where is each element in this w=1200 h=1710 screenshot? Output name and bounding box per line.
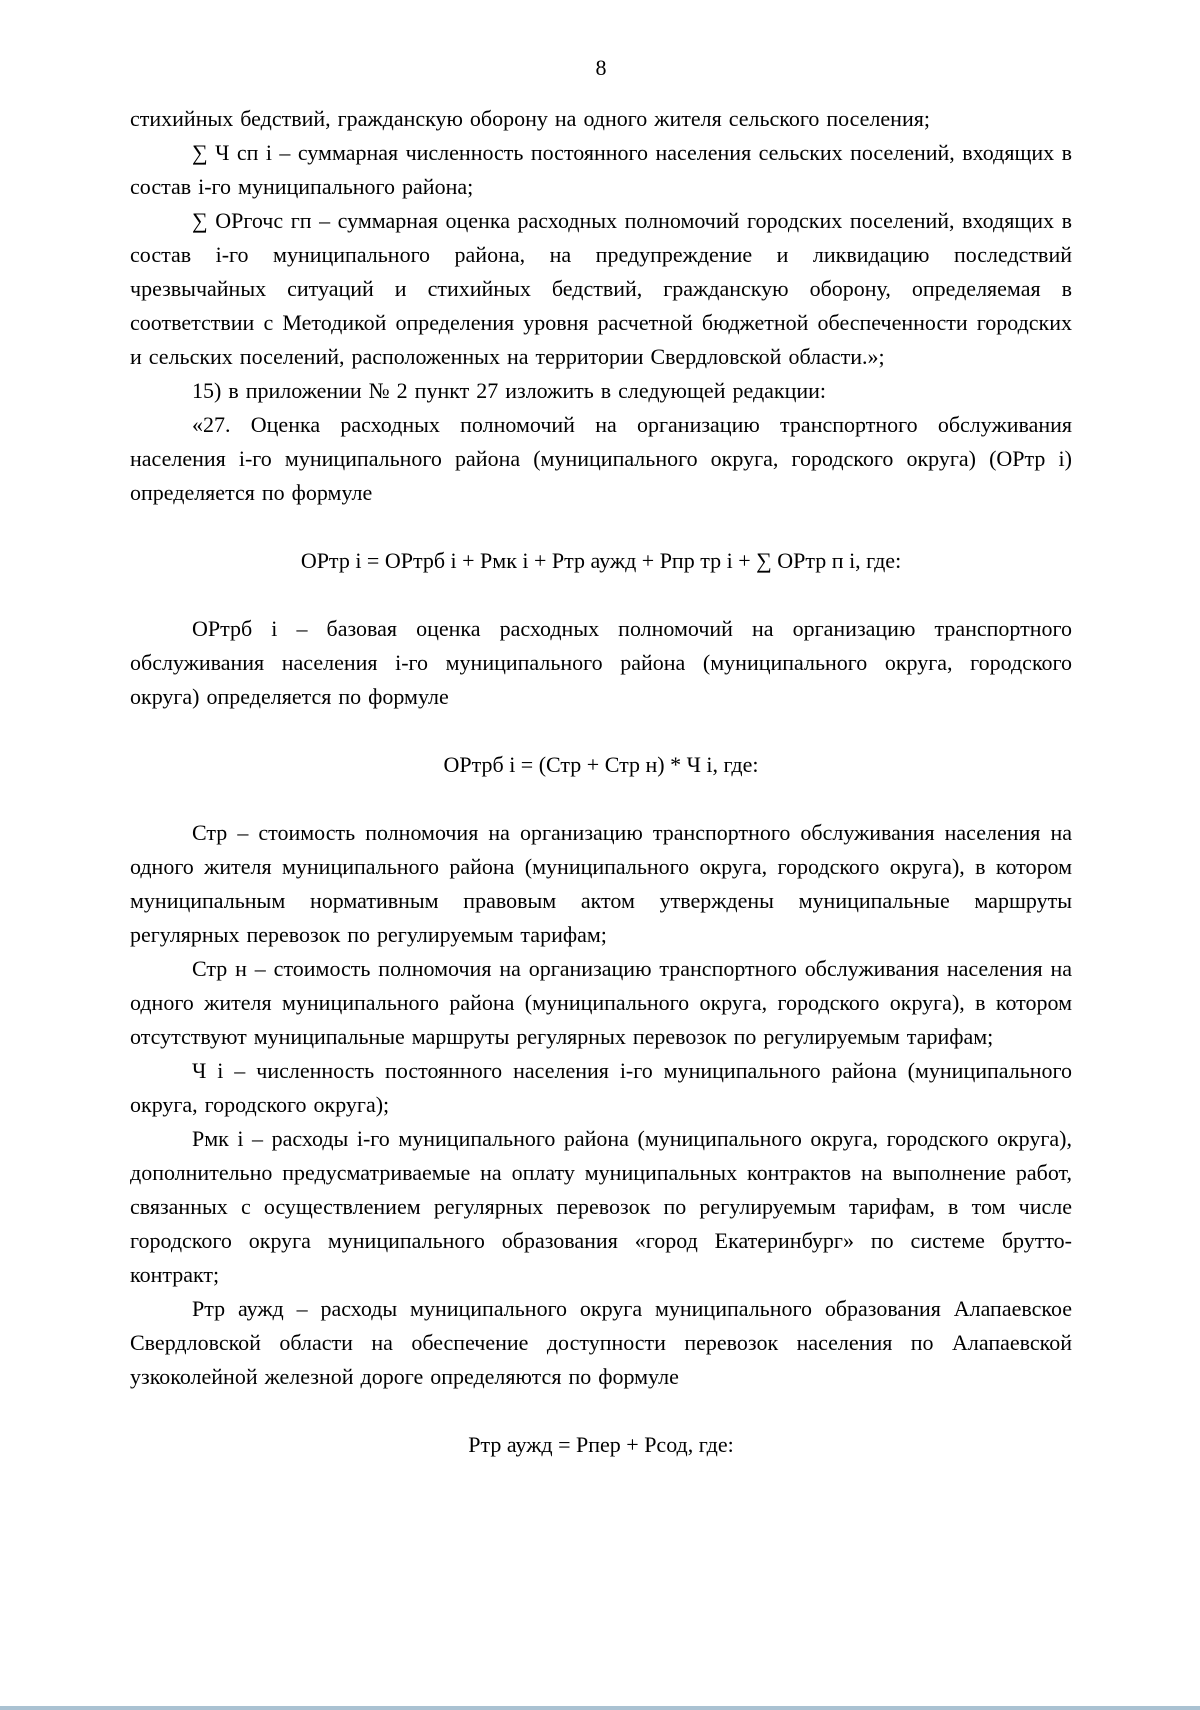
definition-str: Стр – стоимость полномочия на организацию транспортного обслуживания населения на одного жителя муниципального района (муниципального округа, городского округа), в котором муниципальным нормативным правовым актом утверждены муниципальные маршруты регулярных перевозок по регулируемым тарифам; — [130, 820, 1072, 947]
definition-ortrb-i: ОРтрб i – базовая оценка расходных полномочий на организацию транспортного обслуживания населения i-го муниципального района (муниципального округа, городского округа) определяется по формуле — [130, 616, 1072, 709]
formula-ortr-i: ОРтр i = ОРтрб i + Рмк i + Ртр аужд + Рпр тр i + ∑ ОРтр п i, где: — [300, 548, 902, 573]
page-bottom-edge-divider — [0, 1706, 1200, 1710]
definition-ch-i: Ч i – численность постоянного населения i-го муниципального района (муниципального округа, городского округа); — [130, 1058, 1072, 1117]
definition-rtr-auzhd: Ртр аужд – расходы муниципального округа муниципального образования Алапаевское Свердловской области на обеспечение доступности перевозок населения по Алапаевской узкоколейной железной дороге определяются по формуле — [130, 1296, 1072, 1389]
formula-ortrb-i: ОРтрб i = (Стр + Стр н) * Ч i, где: — [443, 752, 759, 777]
definition-sum-ch-sp: ∑ Ч сп i – суммарная численность постоянного населения сельских поселений, входящих в состав i-го муниципального района; — [130, 140, 1072, 199]
definition-sum-orgochs-gp: ∑ ОРгочс гп – суммарная оценка расходных полномочий городских поселений, входящих в состав i-го муниципального района, на предупреждение и ликвидацию последствий чрезвычайных ситуаций и стихийных бедствий, гражданскую оборону, определяемая в соответствии с Методикой определения уровня расчетной бюджетной обеспеченности городских и сельских поселений, расположенных на территории Свердловской области.»; — [130, 208, 1072, 369]
definition-str-n: Стр н – стоимость полномочия на организацию транспортного обслуживания населения на одного жителя муниципального района (муниципального округа, городского округа), в котором отсутствуют муниципальные маршруты регулярных перевозок по регулируемым тарифам; — [130, 956, 1072, 1049]
paragraph-continuation: стихийных бедствий, гражданскую оборону на одного жителя сельского поселения; — [130, 106, 930, 131]
definition-rmk-i: Рмк i – расходы i-го муниципального района (муниципального округа, городского округа), дополнительно предусматриваемые на оплату муниципальных контрактов на выполнение работ, связанных с осуществлением регулярных перевозок по регулируемым тарифам, в том числе городского округа муниципального образования «город Екатеринбург» по системе брутто-контракт; — [130, 1126, 1072, 1287]
formula-rtr-auzhd: Ртр аужд = Рпер + Рсод, где: — [468, 1432, 734, 1457]
amendment-item-15: 15) в приложении № 2 пункт 27 изложить в следующей редакции: — [192, 378, 827, 403]
page-number: 8 — [595, 55, 607, 80]
point-27-intro: «27. Оценка расходных полномочий на организацию транспортного обслуживания населения i-го муниципального района (муниципального округа, городского округа) (ОРтр i) определяется по формуле — [130, 412, 1072, 505]
